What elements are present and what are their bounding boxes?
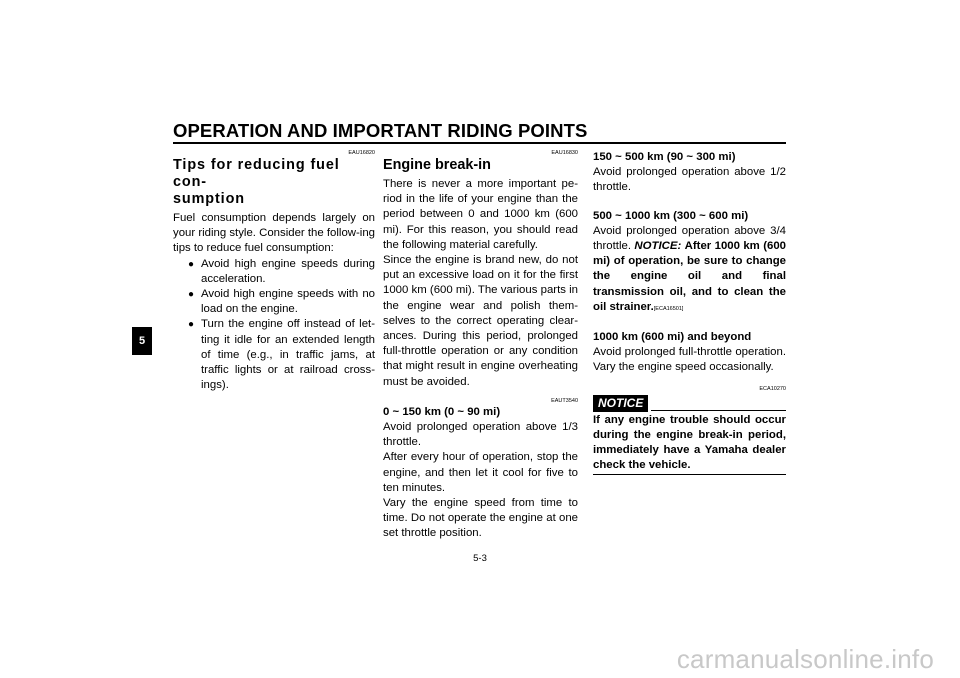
paragraph: Since the engine is brand new, do not put an excessive load on it for the first 1000 km (600 mi). The various parts in the engine wear and polish them-selves to the correct operating clear-ances. During this period, prolonged full-throttle operation or any condition that might result in engine overheating must be avoided. xyxy=(383,254,578,388)
heading-line: sumption xyxy=(173,191,245,207)
list-item: ● Avoid high engine speeds during acceleration. xyxy=(173,257,375,287)
tips-list xyxy=(173,257,375,394)
page-title: OPERATION AND IMPORTANT RIDING POINTS xyxy=(173,120,588,141)
paragraph: Avoid prolonged operation above 1/3 throttle. xyxy=(383,421,578,449)
subheading: 1000 km (600 mi) and beyond xyxy=(593,331,752,344)
list-item: ● Turn the engine off instead of let-ting it idle for an extended length of time (e.g., in traffic jams, at traffic lights or at railroad cross-ings). xyxy=(173,317,375,393)
inline-notice-label: NOTICE: xyxy=(634,240,682,253)
inline-notice-text: After 1000 km (600 mi) of operation, be sure to change the engine oil and final transmission oil, and to clean the oil strainer. xyxy=(593,240,786,313)
section-code: EAU16830 xyxy=(551,150,578,156)
intro-paragraph: Fuel consumption depends largely on your riding style. Consider the follow-ing tips to reduce fuel consumption: xyxy=(173,212,375,255)
paragraph-with-notice xyxy=(593,224,786,317)
notice-box-header xyxy=(593,395,786,412)
section-code: EAUT3540 xyxy=(551,397,578,404)
column-fuel-tips xyxy=(173,150,375,393)
notice-rule xyxy=(651,410,786,411)
paragraph: Avoid prolonged operation above 1/2 throttle. xyxy=(593,166,786,194)
chapter-tab: 5 xyxy=(132,327,152,355)
notice-code: ECA10270 xyxy=(759,385,786,392)
paragraph: There is never a more important pe-riod in the life of your engine than the period between 0 and 1000 km (600 mi). For this reason, you should read the following material carefully. xyxy=(383,178,578,251)
paragraph-text: Avoid prolonged operation above 3/4 throttle. xyxy=(593,224,786,253)
header-rule xyxy=(173,142,786,144)
list-item: ● Avoid high engine speeds with no load on the engine. xyxy=(173,287,375,317)
paragraph: After every hour of operation, stop the engine, and then let it cool for five to ten minutes. xyxy=(383,451,578,494)
subheading: 150 ~ 500 km (90 ~ 300 mi) xyxy=(593,151,736,163)
section-code: EAU16820 xyxy=(348,150,375,156)
heading-line: Tips for reducing fuel con- xyxy=(173,157,340,190)
watermark: carmanualsonline.info xyxy=(676,644,934,674)
inline-notice-code: [ECA16501] xyxy=(653,305,684,312)
page-number: 5-3 xyxy=(473,553,487,564)
section-heading-break-in: Engine break-in xyxy=(383,157,491,173)
paragraph: Avoid prolonged full-throttle operation. Vary the engine speed occasionally. xyxy=(593,346,786,374)
paragraph: Vary the engine speed from time to time. Do not operate the engine at one set throttle position. xyxy=(383,497,578,540)
column-break-in xyxy=(383,150,578,542)
notice-body: If any engine trouble should occur during the engine break-in period, immediately have a Yamaha dealer check the vehicle. xyxy=(593,413,786,472)
column-break-in-continued xyxy=(593,150,786,475)
notice-label: NOTICE xyxy=(593,395,648,412)
section-heading-fuel xyxy=(173,157,375,208)
notice-end-rule xyxy=(593,474,786,475)
subheading: 0 ~ 150 km (0 ~ 90 mi) xyxy=(383,405,501,418)
subheading: 500 ~ 1000 km (300 ~ 600 mi) xyxy=(593,209,749,222)
